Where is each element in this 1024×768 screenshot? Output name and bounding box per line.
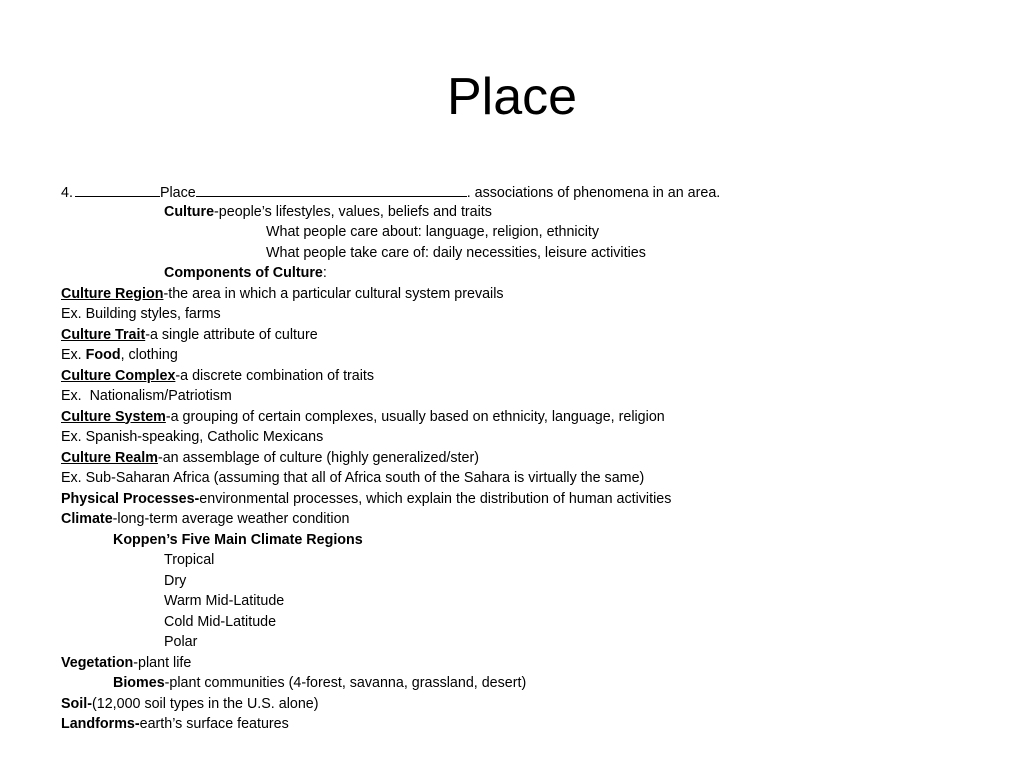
culture-region-line [61,284,1001,305]
heading-line [61,181,1001,202]
culture-definition: -people’s lifestyles, values, beliefs and traits [214,203,492,220]
soil-line [61,694,1001,715]
physical-processes-term: Physical Processes- [61,490,200,507]
culture-trait-example [61,345,1001,366]
slide-title: Place [446,68,578,126]
landforms-term: Landforms- [61,716,140,732]
climate-line [61,509,1001,530]
culture-term: Culture [164,203,215,220]
culture-complex-definition: -a discrete combination of traits [175,367,375,384]
components-term: Components of Culture [164,265,323,281]
culture-region-example: Ex. Building styles, farms [61,306,221,322]
fill-blank-right [196,181,467,197]
physical-processes-definition: environmental processes, which explain the distribution of human activities [199,490,672,507]
culture-complex-term: Culture Complex [61,367,176,384]
culture-trait-term: Culture Trait [61,326,146,343]
culture-trait-definition: -a single attribute of culture [145,326,318,343]
climate-term: Climate [61,511,113,527]
slide-body [61,181,1001,735]
biomes-term: Biomes [113,675,165,691]
climate-region-item: Polar [164,634,198,650]
vegetation-definition: -plant life [133,654,192,671]
culture-system-example: Ex. Spanish-speaking, Catholic Mexicans [61,429,324,445]
culture-system-line [61,407,1001,428]
components-line [61,263,1001,284]
koppen-heading: Koppen’s Five Main Climate Regions [113,531,363,548]
culture-trait-line [61,325,1001,346]
fill-answer: Place [159,185,196,201]
vegetation-line [61,653,1001,674]
culture-realm-term: Culture Realm [61,449,158,466]
climate-region-item: Dry [164,572,187,589]
culture-realm-line [61,448,1001,469]
climate-region-item: Warm Mid-Latitude [164,593,285,609]
climate-definition: -long-term average weather condition [112,511,350,527]
culture-trait-example-rest: , clothing [120,347,178,363]
culture-complex-line [61,366,1001,387]
culture-realm-definition: -an assemblage of culture (highly generalized/ster) [157,449,479,466]
biomes-definition: -plant communities (4-forest, savanna, grassland, desert) [164,675,527,691]
climate-region-item: Cold Mid-Latitude [164,613,277,630]
physical-processes-line [61,489,1001,510]
item-number: 4. [61,185,73,201]
vegetation-term: Vegetation [61,654,134,671]
care-about-line: What people care about: language, religion, ethnicity [266,224,600,240]
culture-trait-example-bold: Food [85,347,121,363]
components-colon: : [322,265,327,281]
culture-system-term: Culture System [61,408,166,425]
culture-complex-example: Ex. Nationalism/Patriotism [61,388,232,404]
fill-blank-left [75,181,160,197]
climate-region-item: Tropical [164,552,215,568]
soil-term: Soil- [61,695,92,712]
heading-rest: . associations of phenomena in an area. [466,185,721,201]
biomes-line [61,673,1001,694]
culture-region-term: Culture Region [61,285,164,302]
landforms-definition: earth’s surface features [139,716,289,732]
soil-definition: (12,000 soil types in the U.S. alone) [91,695,319,712]
culture-system-definition: -a grouping of certain complexes, usually based on ethnicity, language, religion [165,408,665,425]
culture-region-definition: -the area in which a particular cultural system prevails [163,285,504,302]
landforms-line [61,714,1001,735]
culture-realm-example: Ex. Sub-Saharan Africa (assuming that all of Africa south of the Sahara is virtually the same) [61,470,645,486]
culture-trait-example-prefix: Ex. [61,347,86,363]
take-care-of-line: What people take care of: daily necessities, leisure activities [266,244,646,261]
culture-line [61,202,1001,223]
